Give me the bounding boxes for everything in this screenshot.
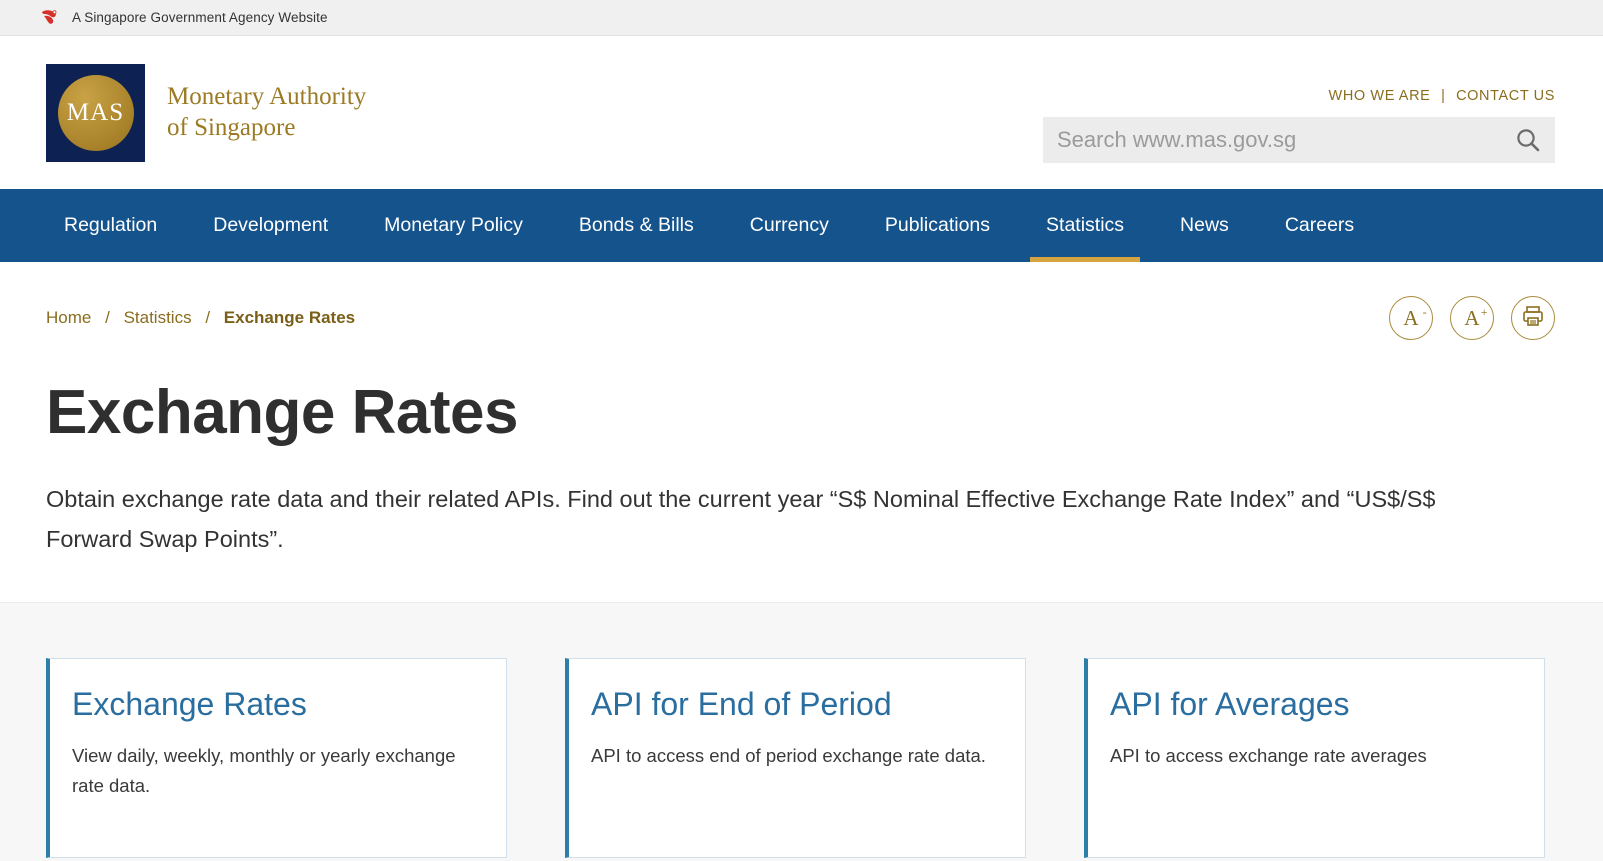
who-we-are-link[interactable]: WHO WE ARE (1328, 88, 1431, 104)
breadcrumb-item-statistics[interactable]: Statistics (123, 308, 192, 327)
nav-item-development[interactable] (185, 189, 356, 262)
mas-logo[interactable] (46, 64, 366, 162)
nav-item-regulation[interactable] (46, 189, 185, 262)
mas-logo-mark (46, 64, 145, 162)
nav-label: Statistics (1046, 214, 1125, 236)
card-title: API for Averages (1110, 685, 1350, 722)
main-navigation (0, 189, 1603, 262)
page-title: Exchange Rates (46, 378, 518, 447)
page-tools (1389, 296, 1555, 340)
card-title: Exchange Rates (72, 685, 307, 722)
nav-item-statistics[interactable] (1018, 189, 1152, 262)
search-box[interactable] (1043, 117, 1555, 163)
mas-logo-circle (58, 75, 134, 151)
government-banner-text: A Singapore Government Agency Website (72, 10, 328, 25)
print-button[interactable] (1511, 296, 1555, 340)
nav-item-currency[interactable] (722, 189, 857, 262)
nav-item-careers[interactable] (1257, 189, 1382, 262)
decrease-font-size-button[interactable] (1389, 296, 1433, 340)
nav-item-publications[interactable] (857, 189, 1018, 262)
card-title: API for End of Period (591, 685, 892, 722)
font-increase-icon: A + (1464, 304, 1488, 330)
page-body (0, 378, 1603, 560)
nav-label: News (1180, 214, 1229, 236)
card-description: API to access exchange rate averages (1110, 745, 1427, 767)
nav-label: Development (213, 214, 329, 236)
breadcrumb-row (0, 262, 1603, 374)
printer-icon (1521, 304, 1545, 333)
card-description: API to access end of period exchange rate data. (591, 745, 986, 767)
government-banner (0, 0, 1603, 36)
increase-font-size-button[interactable] (1450, 296, 1494, 340)
site-header (0, 36, 1603, 189)
breadcrumb-separator: / (205, 308, 211, 327)
breadcrumb (46, 308, 355, 328)
search-input[interactable] (1057, 127, 1515, 153)
breadcrumb-item-exchange-rates: Exchange Rates (223, 308, 356, 327)
mas-logo-line2: of Singapore (167, 113, 296, 141)
nav-label: Currency (749, 214, 829, 236)
nav-label: Bonds & Bills (578, 214, 694, 236)
card-list (46, 658, 1555, 858)
singapore-flag-icon (40, 9, 62, 27)
header-right (1043, 88, 1555, 163)
nav-label: Regulation (64, 214, 158, 236)
breadcrumb-separator: / (105, 308, 110, 327)
card-exchange-rates[interactable] (46, 658, 507, 858)
mas-logo-line1: Monetary Authority (167, 83, 367, 110)
nav-label: Publications (884, 214, 991, 236)
cards-section (0, 602, 1603, 861)
nav-item-news[interactable] (1152, 189, 1257, 262)
breadcrumb-item-home[interactable]: Home (46, 308, 92, 327)
mas-logo-wordmark (167, 82, 366, 143)
card-description: View daily, weekly, monthly or yearly exchange rate data. (72, 745, 456, 796)
card-api-averages[interactable] (1084, 658, 1545, 858)
top-links-separator: | (1441, 88, 1446, 104)
header-top-links (1043, 88, 1555, 104)
contact-us-link[interactable]: CONTACT US (1456, 88, 1555, 104)
mas-logo-text: MAS (66, 98, 125, 126)
search-icon[interactable] (1515, 127, 1541, 153)
nav-label: Monetary Policy (384, 214, 523, 236)
nav-item-monetary-policy[interactable] (356, 189, 551, 262)
font-decrease-icon: A - (1403, 304, 1427, 330)
nav-label: Careers (1284, 214, 1355, 236)
nav-item-bonds-bills[interactable] (551, 189, 722, 262)
card-api-end-of-period[interactable] (565, 658, 1026, 858)
page-intro: Obtain exchange rate data and their related APIs. Find out the current year “S$ Nominal Effective Exchange Rate Index” and “US$/S$ Forward Swap Points”. (46, 486, 1436, 552)
